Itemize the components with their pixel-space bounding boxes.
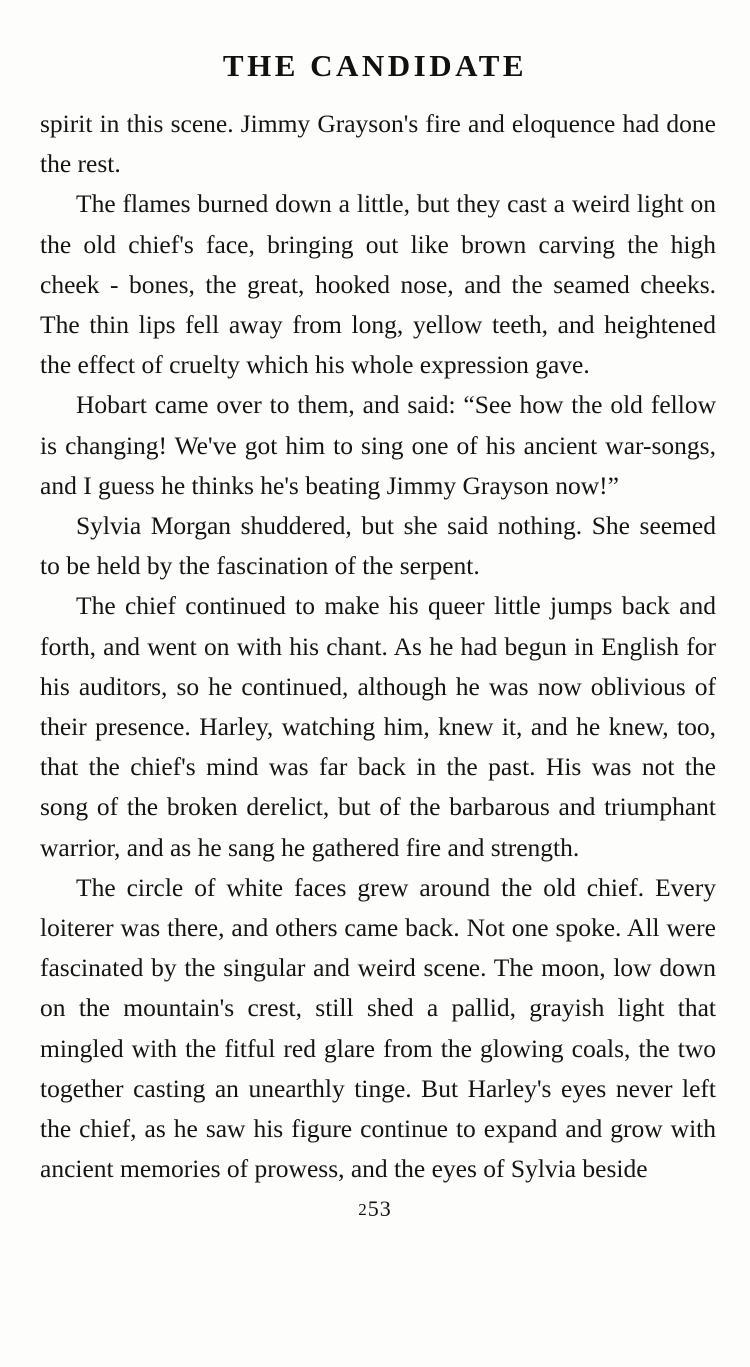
paragraph: The chief continued to make his queer little jumps back and forth, and went on with his chant. As he had begun in English for his auditors, so he continued, although he was now oblivious of their presence. Harley, watching him, knew it, and he knew, too, that the chief's mind was far back in the past. His was not the song of the broken derelict, but of the barbarous and triumphant warrior, and as he sang he gathered fire and strength. <box>40 591 716 862</box>
running-head-title: THE CANDIDATE <box>222 48 528 83</box>
page-number-lead-digit: 2 <box>358 1200 368 1219</box>
paragraph: spirit in this scene. Jimmy Grayson's fire and eloquence had done the rest. <box>40 109 716 179</box>
paragraph: Hobart came over to them, and said: “See how the old fellow is changing! We've got him to sing one of his ancient war-songs, and I guess he thinks he's beating Jimmy Grayson now!” <box>40 390 716 500</box>
paragraph: The flames burned down a little, but they cast a weird light on the old chief's face, bringing out like brown carving the high cheek - bones, the great, hooked nose, and the seamed cheeks. The thin lips fell away from long, yellow teeth, and heightened the effect of cruelty which his whole expression gave. <box>40 189 716 380</box>
page-body-text <box>40 104 716 1189</box>
paragraph: The circle of white faces grew around the old chief. Every loiterer was there, and others came back. Not one spoke. All were fascinated by the singular and weird scene. The moon, low down on the mountain's crest, still shed a pallid, grayish light that mingled with the fitful red glare from the glowing coals, the two together casting an unearthly tinge. But Harley's eyes never left the chief, as he saw his figure continue to expand and grow with ancient memories of prowess, and the eyes of Sylvia beside <box>40 872 716 1184</box>
page-number-rest-digits: 53 <box>367 1196 392 1221</box>
paragraph: Sylvia Morgan shuddered, but she said nothing. She seemed to be held by the fascination of the serpent. <box>40 511 716 581</box>
page-number <box>0 1196 750 1222</box>
